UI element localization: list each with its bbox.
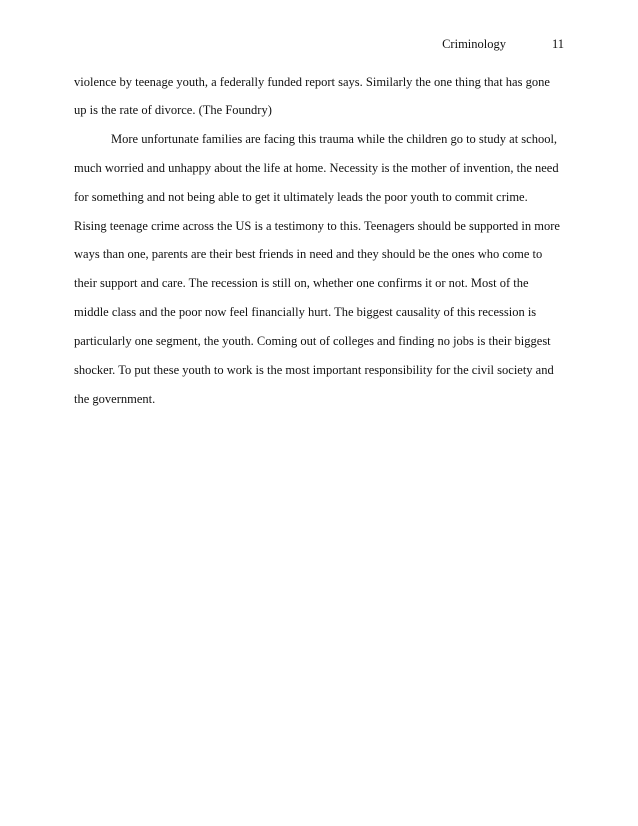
text-line: particularly one segment, the youth. Coming out of colleges and finding no jobs is their biggest [74,334,551,348]
text-line: middle class and the poor now feel financially hurt. The biggest causality of this recession is [74,305,537,319]
text-line: their support and care. The recession is still on, whether one confirms it or not. Most of the [74,276,529,290]
text-line: shocker. To put these youth to work is the most important responsibility for the civil society and [74,363,554,377]
text-line: ways than one, parents are their best friends in need and they should be the ones who come to [74,247,543,261]
text-line: the government. [74,392,156,406]
text-line: Rising teenage crime across the US is a testimony to this. Teenagers should be supported in more [74,219,560,233]
running-title: Criminology [442,37,506,51]
text-line: for something and not being able to get it ultimately leads the poor youth to commit crime. [74,190,528,204]
text-line: More unfortunate families are facing this trauma while the children go to study at school, [111,132,558,146]
running-head [74,35,564,55]
text-line: up is the rate of divorce. (The Foundry) [74,103,272,117]
text-line: violence by teenage youth, a federally funded report says. Similarly the one thing that has gone [74,75,550,89]
page-number: 11 [551,37,564,51]
text-line: much worried and unhappy about the life at home. Necessity is the mother of invention, the need [74,161,559,175]
